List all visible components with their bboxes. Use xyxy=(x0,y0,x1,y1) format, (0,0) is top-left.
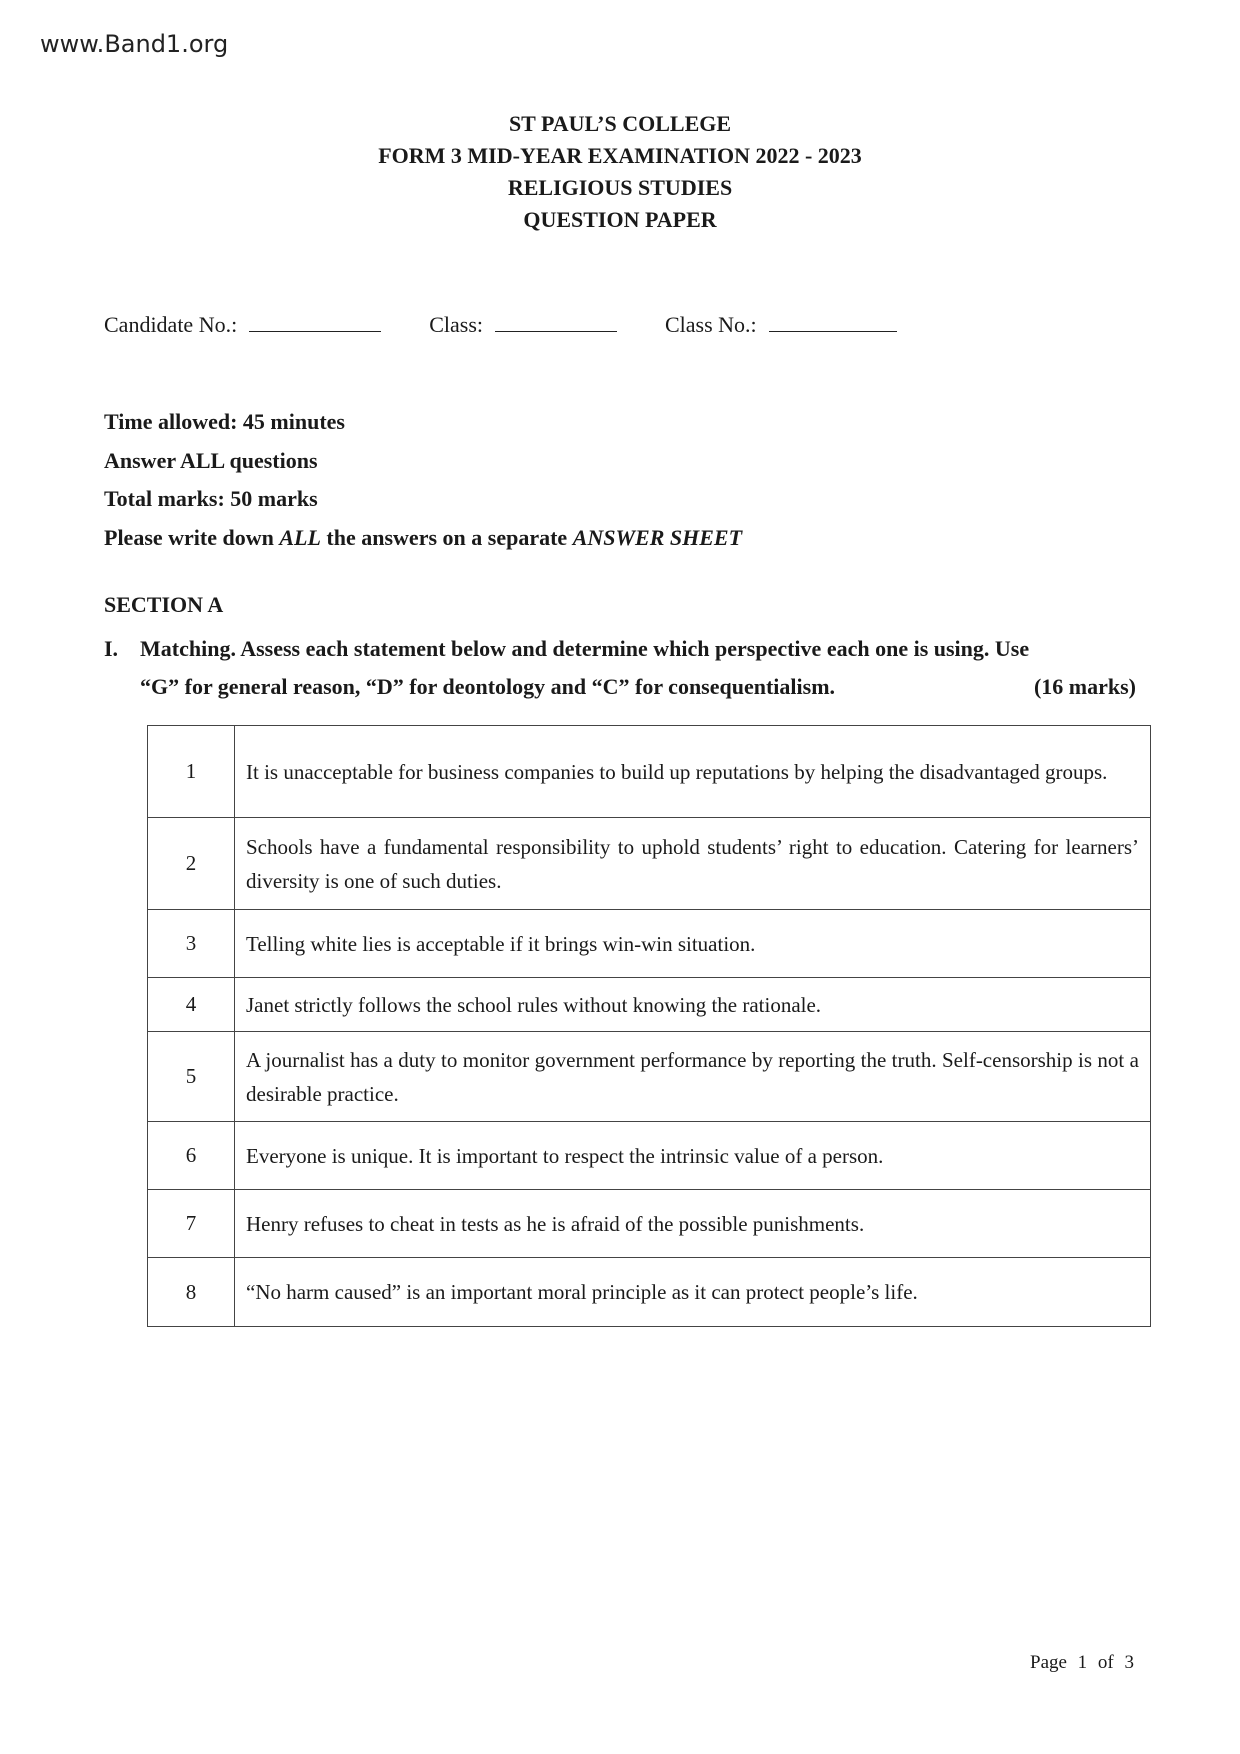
class-no-label: Class No.: xyxy=(665,312,757,337)
statement-number: 4 xyxy=(148,978,235,1032)
write-prefix: Please write down xyxy=(104,524,280,550)
answer-all: Answer ALL questions xyxy=(104,447,318,473)
candidate-no-field xyxy=(104,309,381,338)
statement-number: 6 xyxy=(148,1122,235,1190)
statement-number: 3 xyxy=(148,910,235,978)
exam-header xyxy=(0,108,1240,236)
class-blank[interactable] xyxy=(495,309,617,332)
answer-sheet-instruction xyxy=(104,519,742,558)
statement-number: 7 xyxy=(148,1190,235,1258)
statement-number: 8 xyxy=(148,1258,235,1327)
candidate-no-blank[interactable] xyxy=(249,309,381,332)
total-marks: Total marks: 50 marks xyxy=(104,486,318,511)
statements-table xyxy=(147,725,1151,1327)
table-row xyxy=(148,818,1151,910)
write-middle: the answers on a separate xyxy=(320,524,573,550)
statement-text: Everyone is unique. It is important to respect the intrinsic value of a person. xyxy=(235,1122,1151,1190)
statement-text: It is unacceptable for business companies to build up reputations by helping the disadvantaged groups. xyxy=(235,726,1151,818)
class-field xyxy=(429,309,617,338)
class-label: Class: xyxy=(429,312,483,337)
statement-text: Henry refuses to cheat in tests as he is afraid of the possible punishments. xyxy=(235,1190,1151,1258)
write-sheet: ANSWER SHEET xyxy=(572,524,743,550)
table-row xyxy=(148,1258,1151,1327)
watermark: www.Band1.org xyxy=(40,30,229,58)
table-row xyxy=(148,1032,1151,1122)
statement-text: Janet strictly follows the school rules without knowing the rationale. xyxy=(235,978,1151,1032)
write-all: ALL xyxy=(279,524,321,550)
table-row xyxy=(148,978,1151,1032)
table-row xyxy=(148,726,1151,818)
school-name: ST PAUL’S COLLEGE xyxy=(508,111,732,136)
question-marks: (16 marks) xyxy=(1033,674,1136,699)
exam-instructions xyxy=(104,403,742,557)
table-row xyxy=(148,1190,1151,1258)
candidate-info-row xyxy=(104,309,897,338)
section-title: SECTION A xyxy=(104,592,224,617)
class-no-field xyxy=(665,309,897,338)
question-number: I. xyxy=(104,636,119,661)
class-no-blank[interactable] xyxy=(769,309,897,332)
statement-text: “No harm caused” is an important moral principle as it can protect people’s life. xyxy=(235,1258,1151,1327)
subject-title: RELIGIOUS STUDIES xyxy=(507,175,733,200)
paper-title: QUESTION PAPER xyxy=(523,207,717,232)
statement-number: 1 xyxy=(148,726,235,818)
question-line-2-row xyxy=(140,668,1136,706)
statement-text: Telling white lies is acceptable if it brings win-win situation. xyxy=(235,910,1151,978)
statement-number: 5 xyxy=(148,1032,235,1122)
question-i xyxy=(104,630,1136,706)
page-number: Page 1 of 3 xyxy=(1030,1652,1135,1673)
statement-text: A journalist has a duty to monitor government performance by reporting the truth. Self-censorship is not a desirable practice. xyxy=(235,1032,1151,1122)
time-allowed: Time allowed: 45 minutes xyxy=(104,409,345,434)
statement-text: Schools have a fundamental responsibility to uphold students’ right to education. Catering for learners’ diversity is one of such duties. xyxy=(235,818,1151,910)
candidate-no-label: Candidate No.: xyxy=(104,312,238,337)
table-row xyxy=(148,1122,1151,1190)
exam-title: FORM 3 MID-YEAR EXAMINATION 2022 - 2023 xyxy=(378,143,862,168)
question-line-2: “G” for general reason, “D” for deontology and “C” for consequentialism. xyxy=(140,674,836,699)
question-line-1: Matching. Assess each statement below and determine which perspective each one is using. Use xyxy=(140,636,1030,661)
table-row xyxy=(148,910,1151,978)
statement-number: 2 xyxy=(148,818,235,910)
